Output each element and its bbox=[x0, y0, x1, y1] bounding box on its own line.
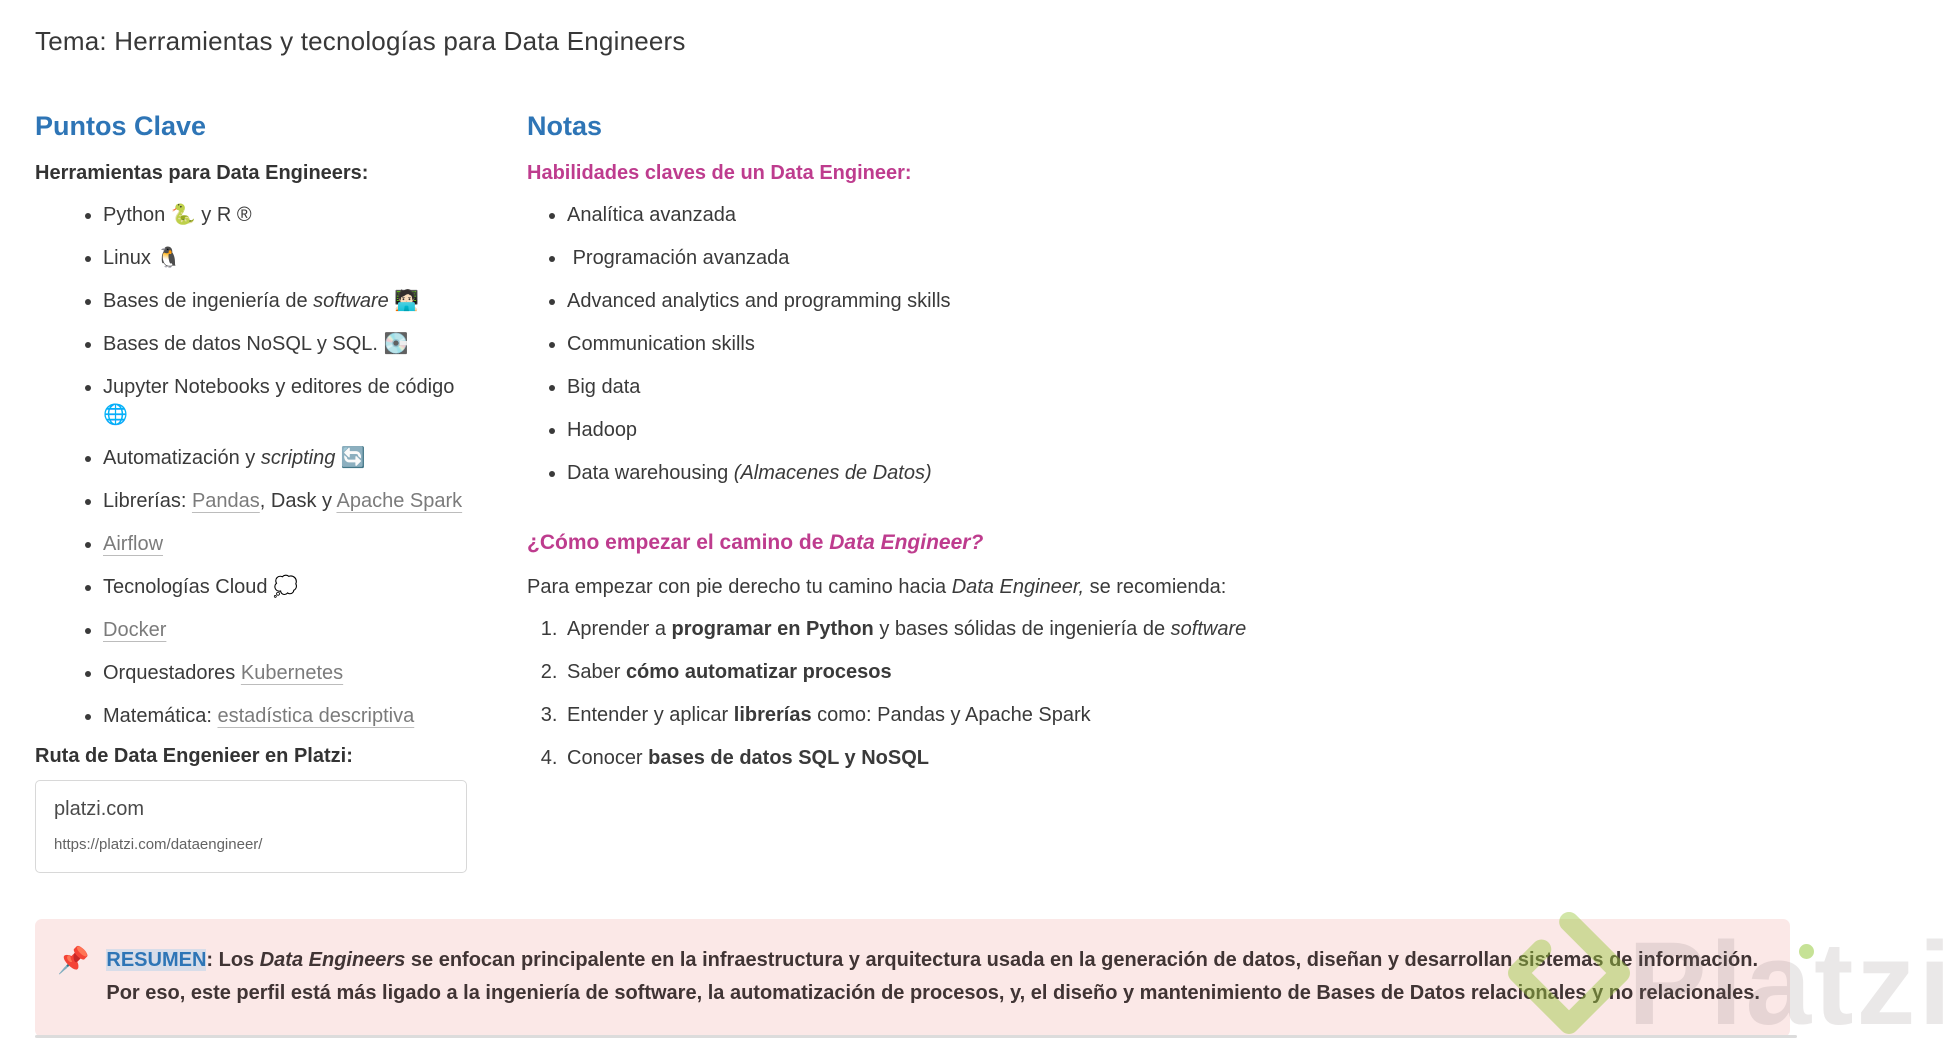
notes-column bbox=[527, 111, 1799, 787]
text-segment: como: Pandas y Apache Spark bbox=[811, 704, 1091, 726]
page-title: Tema: Herramientas y tecnologías para Data Engineers bbox=[35, 26, 686, 56]
text-segment: cómo automatizar procesos bbox=[625, 661, 892, 683]
text-segment: se enfocan principalente en la infraestructura y arquitectura usada en la generación de datos, diseñan y desarrollan sistemas de información. bbox=[405, 949, 1758, 971]
skills-heading: Habilidades claves de un Data Engineer: bbox=[527, 162, 912, 184]
inline-link[interactable]: Docker bbox=[103, 619, 167, 641]
text-segment: Aprender a bbox=[567, 618, 672, 640]
list-item bbox=[567, 373, 1799, 401]
text-segment: Data warehousing bbox=[567, 462, 734, 484]
text-segment: Jupyter Notebooks y editores de código bbox=[103, 376, 460, 398]
text-segment: Python bbox=[103, 204, 171, 226]
text-segment: Para empezar con pie derecho tu camino hacia bbox=[527, 576, 952, 598]
text-segment: Big data bbox=[567, 376, 641, 398]
text-segment: Data Engineers bbox=[259, 949, 406, 971]
list-item bbox=[567, 244, 1799, 272]
list-item bbox=[567, 330, 1799, 358]
technologist-icon: 🧑🏻‍💻 bbox=[394, 290, 420, 312]
list-item bbox=[567, 459, 1799, 487]
key-points-column bbox=[35, 111, 477, 873]
list-item bbox=[567, 287, 1799, 315]
text-segment: RESUMEN bbox=[106, 949, 207, 971]
text-segment: programar en Python bbox=[671, 618, 874, 640]
inline-link[interactable]: Apache Spark bbox=[336, 490, 463, 512]
text-segment: (Almacenes de Datos) bbox=[733, 462, 932, 484]
text-segment: , Dask y bbox=[259, 490, 337, 512]
list-item bbox=[103, 530, 477, 558]
text-segment: Entender y aplicar bbox=[567, 704, 734, 726]
text-segment: Data Engineer? bbox=[829, 531, 984, 554]
text-segment: Conocer bbox=[567, 747, 649, 769]
summary-text bbox=[106, 944, 1760, 1010]
watermark-i-dot bbox=[1799, 944, 1814, 959]
text-segment: se recomienda: bbox=[1084, 576, 1227, 598]
platzi-watermark: Platzi bbox=[1628, 918, 1954, 1050]
intro-paragraph bbox=[527, 573, 1799, 601]
list-item bbox=[567, 416, 1799, 444]
text-segment: software bbox=[1170, 618, 1247, 640]
text-segment: Data Engineer, bbox=[951, 576, 1085, 598]
list-item bbox=[563, 701, 1799, 729]
list-item bbox=[103, 201, 477, 229]
text-segment: ¿Cómo empezar el camino de bbox=[527, 531, 830, 554]
list-item bbox=[103, 287, 477, 315]
list-item bbox=[563, 658, 1799, 686]
tools-lead: Herramientas para Data Engineers: bbox=[35, 162, 369, 184]
inline-link[interactable]: estadística descriptiva bbox=[217, 705, 415, 727]
text-segment: Matemática: bbox=[103, 705, 218, 727]
linux-penguin-icon: 🐧 bbox=[156, 247, 182, 269]
text-segment: Automatización y bbox=[103, 447, 261, 469]
text-segment: scripting bbox=[260, 447, 336, 469]
key-points-heading: Puntos Clave bbox=[35, 111, 207, 141]
list-item bbox=[103, 373, 477, 429]
inline-link[interactable]: Airflow bbox=[103, 533, 164, 555]
text-segment: y bases sólidas de ingeniería de bbox=[873, 618, 1171, 640]
link-card-url[interactable]: https://platzi.com/dataengineer/ bbox=[54, 836, 263, 853]
inline-link[interactable]: Kubernetes bbox=[240, 662, 344, 684]
globe-icon: 🌐 bbox=[103, 404, 128, 426]
list-item bbox=[103, 573, 477, 601]
list-item bbox=[103, 330, 477, 358]
registered-r-icon: ® bbox=[236, 204, 252, 226]
text-segment: Tecnologías Cloud bbox=[103, 576, 274, 598]
how-to-start-heading bbox=[527, 531, 1799, 555]
text-segment: Librerías: bbox=[103, 490, 192, 512]
text-segment: Saber bbox=[567, 661, 626, 683]
list-item bbox=[103, 487, 477, 515]
text-segment: Bases de ingeniería de bbox=[103, 290, 314, 312]
text-segment: Hadoop bbox=[567, 419, 638, 441]
notes-heading: Notas bbox=[527, 111, 603, 141]
list-item bbox=[103, 616, 477, 644]
cloud-thought-icon: 💭 bbox=[273, 576, 299, 598]
list-item bbox=[563, 615, 1799, 643]
text-segment: Linux bbox=[103, 247, 157, 269]
text-segment: Analítica avanzada bbox=[567, 204, 737, 226]
list-item bbox=[567, 201, 1799, 229]
text-segment: Programación avanzada bbox=[567, 247, 790, 269]
list-item bbox=[103, 702, 477, 730]
text-segment: Communication skills bbox=[567, 333, 755, 355]
list-item bbox=[103, 244, 477, 272]
skills-list bbox=[527, 201, 1799, 487]
text-segment: : Los bbox=[206, 949, 260, 971]
arrows-cycle-icon: 🔄 bbox=[340, 447, 366, 469]
text-segment: bases de datos SQL y NoSQL bbox=[648, 747, 929, 769]
list-item bbox=[103, 659, 477, 687]
list-item bbox=[563, 744, 1799, 772]
list-item bbox=[103, 444, 477, 472]
text-segment: y R bbox=[195, 204, 237, 226]
steps-list bbox=[527, 615, 1799, 772]
tools-list bbox=[35, 201, 477, 730]
two-column-layout bbox=[35, 111, 1799, 873]
inline-link[interactable]: Pandas bbox=[191, 490, 260, 512]
link-preview-card[interactable] bbox=[35, 780, 467, 873]
bottom-divider bbox=[35, 1035, 1797, 1038]
text-segment: Por eso, este perfil está más ligado a la ingeniería de software, la automatización de procesos, y, el diseño y mantenimiento de Bases de Datos relacionales y no relacionales. bbox=[106, 982, 1760, 1004]
computer-disk-icon: 💽 bbox=[383, 333, 409, 355]
summary-callout bbox=[35, 919, 1790, 1037]
route-lead: Ruta de Data Engenieer en Platzi: bbox=[35, 745, 353, 767]
link-card-title[interactable]: platzi.com bbox=[54, 798, 145, 820]
pushpin-icon: 📌 bbox=[57, 945, 90, 975]
text-segment: Advanced analytics and programming skills bbox=[567, 290, 951, 312]
text-segment: librerías bbox=[733, 704, 812, 726]
python-snake-icon: 🐍 bbox=[170, 204, 196, 226]
text-segment: Orquestadores bbox=[103, 662, 241, 684]
text-segment: Bases de datos NoSQL y SQL. bbox=[103, 333, 384, 355]
text-segment: software bbox=[313, 290, 389, 312]
